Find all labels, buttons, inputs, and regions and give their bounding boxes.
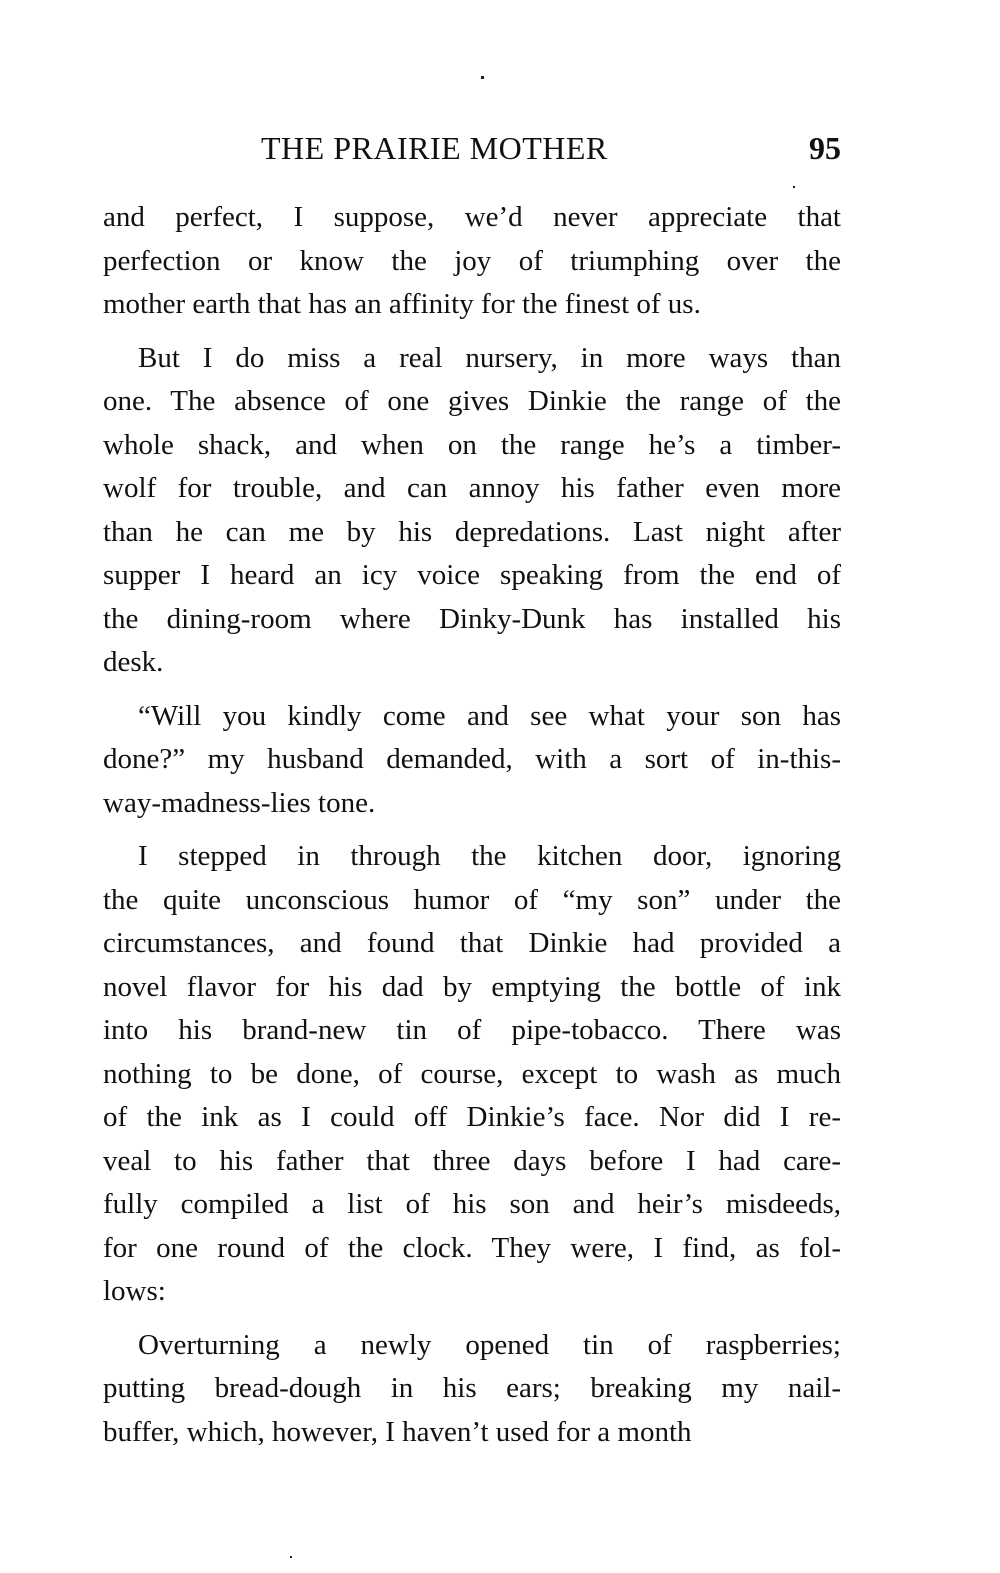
paragraph	[103, 1324, 841, 1455]
text-line: perfection or know the joy of triumphing over the	[103, 244, 841, 277]
text-line: buffer, which, however, I haven’t used for a month	[103, 1415, 692, 1448]
text-line: I stepped in through the kitchen door, ignoring	[138, 840, 841, 872]
text-line: But I do miss a real nursery, in more ways than	[138, 341, 841, 374]
text-line: veal to his father that three days before I had care-	[103, 1144, 841, 1177]
text-line: supper I heard an icy voice speaking from the end of	[103, 559, 841, 591]
text-line: the quite unconscious humor of “my son” under the	[103, 883, 841, 916]
text-line: into his brand-new tin of pipe-tobacco. There was	[103, 1014, 841, 1046]
scan-speck	[793, 186, 795, 188]
body-text	[103, 196, 841, 1464]
text-line: circumstances, and found that Dinkie had provided a	[103, 927, 841, 959]
text-line: Overturning a newly opened tin of raspberries;	[138, 1328, 841, 1361]
text-line: wolf for trouble, and can annoy his father even more	[103, 472, 841, 504]
book-page	[103, 0, 841, 1573]
text-line: way-madness-lies tone.	[103, 786, 376, 819]
scan-speck	[290, 1556, 292, 1558]
text-line: nothing to be done, of course, except to wash as much	[103, 1057, 841, 1090]
text-line: done?” my husband demanded, with a sort of in-this-	[103, 743, 841, 775]
paragraph	[103, 835, 841, 1314]
text-line: of the ink as I could off Dinkie’s face. Nor did I re-	[103, 1101, 841, 1133]
scan-speck	[481, 76, 484, 79]
text-line: desk.	[103, 646, 164, 678]
text-line: novel flavor for his dad by emptying the bottle of ink	[103, 970, 841, 1003]
page-header	[103, 128, 841, 168]
page-number: 95	[809, 130, 841, 166]
paragraph	[103, 695, 841, 826]
running-head: THE PRAIRIE MOTHER	[261, 130, 608, 166]
text-line: “Will you kindly come and see what your son has	[138, 699, 841, 732]
paragraph	[103, 196, 841, 327]
text-line: lows:	[103, 1275, 166, 1307]
paragraph	[103, 337, 841, 685]
text-line: for one round of the clock. They were, I find, as fol-	[103, 1231, 841, 1264]
text-line: whole shack, and when on the range he’s a timber-	[103, 428, 841, 461]
text-line: mother earth that has an affinity for the finest of us.	[103, 288, 701, 320]
text-line: fully compiled a list of his son and heir’s misdeeds,	[103, 1188, 841, 1220]
text-line: than he can me by his depredations. Last night after	[103, 515, 841, 548]
text-line: one. The absence of one gives Dinkie the range of the	[103, 385, 841, 417]
text-line: and perfect, I suppose, we’d never appreciate that	[103, 201, 841, 233]
text-line: putting bread-dough in his ears; breaking my nail-	[103, 1372, 841, 1404]
text-line: the dining-room where Dinky-Dunk has installed his	[103, 602, 841, 635]
